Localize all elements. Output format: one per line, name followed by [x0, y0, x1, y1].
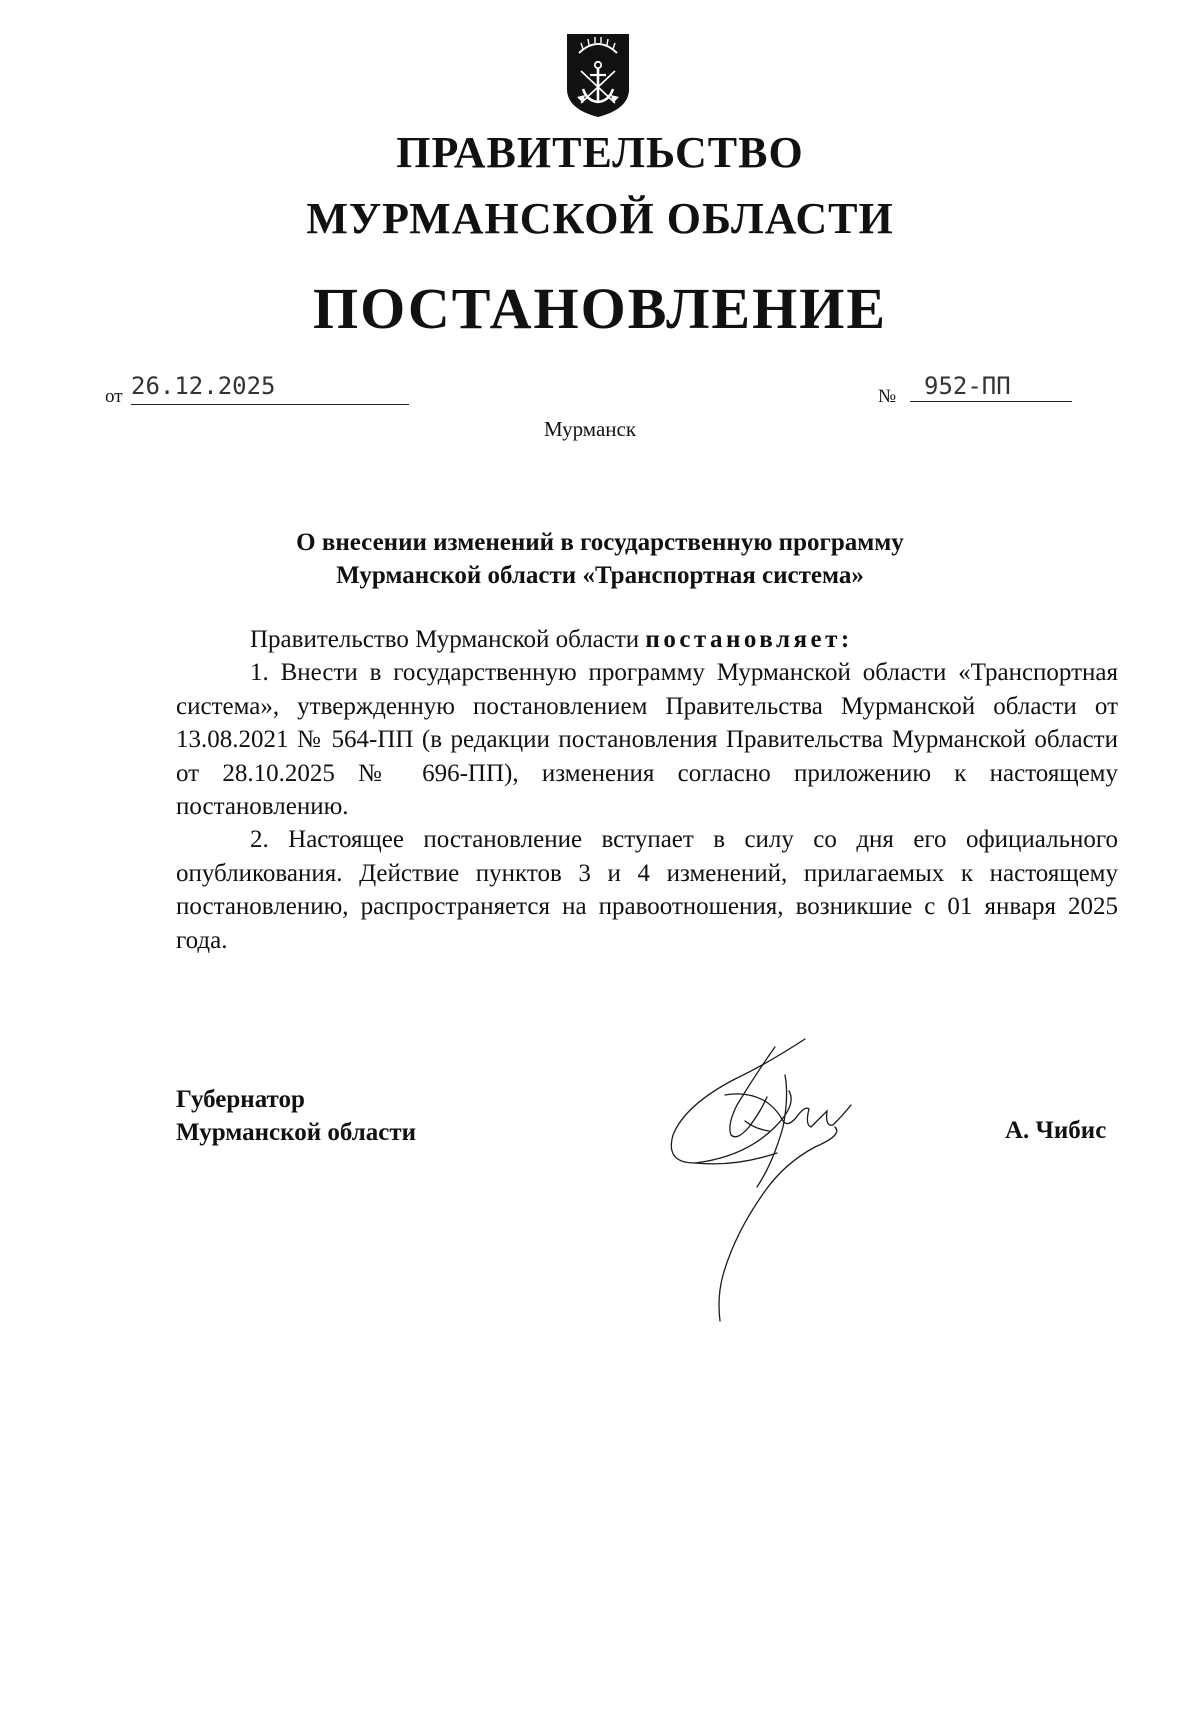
- date-value: 26.12.2025: [131, 372, 409, 405]
- item-2-paragraph: 2. Настоящее постановление вступает в силу со дня его официального опубликования. Действие пунктов 3 и 4 изменений, прилагаемых к настоящему постановлению, распространяется на правоотношения, возникшие с 01 января 2025 года.: [176, 826, 1118, 954]
- subject-line1: О внесении изменений в государственную программу: [296, 529, 904, 556]
- murmansk-coat-of-arms-icon: [563, 31, 633, 119]
- organization-name-line1: ПРАВИТЕЛЬСТВО: [396, 128, 804, 177]
- signer-position: [176, 1083, 416, 1149]
- preamble-paragraph: [176, 623, 1118, 656]
- resolves-word: постановляет:: [645, 626, 853, 653]
- organization-name-line2: МУРМАНСКОЙ ОБЛАСТИ: [306, 194, 894, 243]
- number-value: 952-ПП: [910, 372, 1072, 402]
- preamble-text: Правительство Мурманской области: [250, 626, 640, 653]
- document-subject: [100, 526, 1100, 592]
- handwritten-signature-icon: [665, 1035, 875, 1325]
- signer-name: А. Чибис: [1005, 1117, 1107, 1144]
- document-body: [176, 623, 1118, 957]
- item-1-paragraph: 1. Внести в государственную программу Мурманской области «Транспортная система», утвержденную постановлением Правительства Мурманской области от 13.08.2021 № 564-ПП (в редакции постановления Правительства Мурманской области от 28.10.2025 № 696-ПП), изменения согласно приложению к настоящему постановлению.: [176, 659, 1118, 821]
- document-type-title: ПОСТАНОВЛЕНИЕ: [312, 276, 888, 341]
- city-name: Мурманск: [543, 417, 637, 441]
- subject-line2: Мурманской области «Транспортная система»: [336, 562, 864, 589]
- signer-position-line2: Мурманской области: [176, 1119, 417, 1146]
- signer-position-line1: Губернатор: [176, 1086, 305, 1113]
- number-prefix: №: [878, 386, 897, 407]
- date-prefix: от: [105, 386, 123, 407]
